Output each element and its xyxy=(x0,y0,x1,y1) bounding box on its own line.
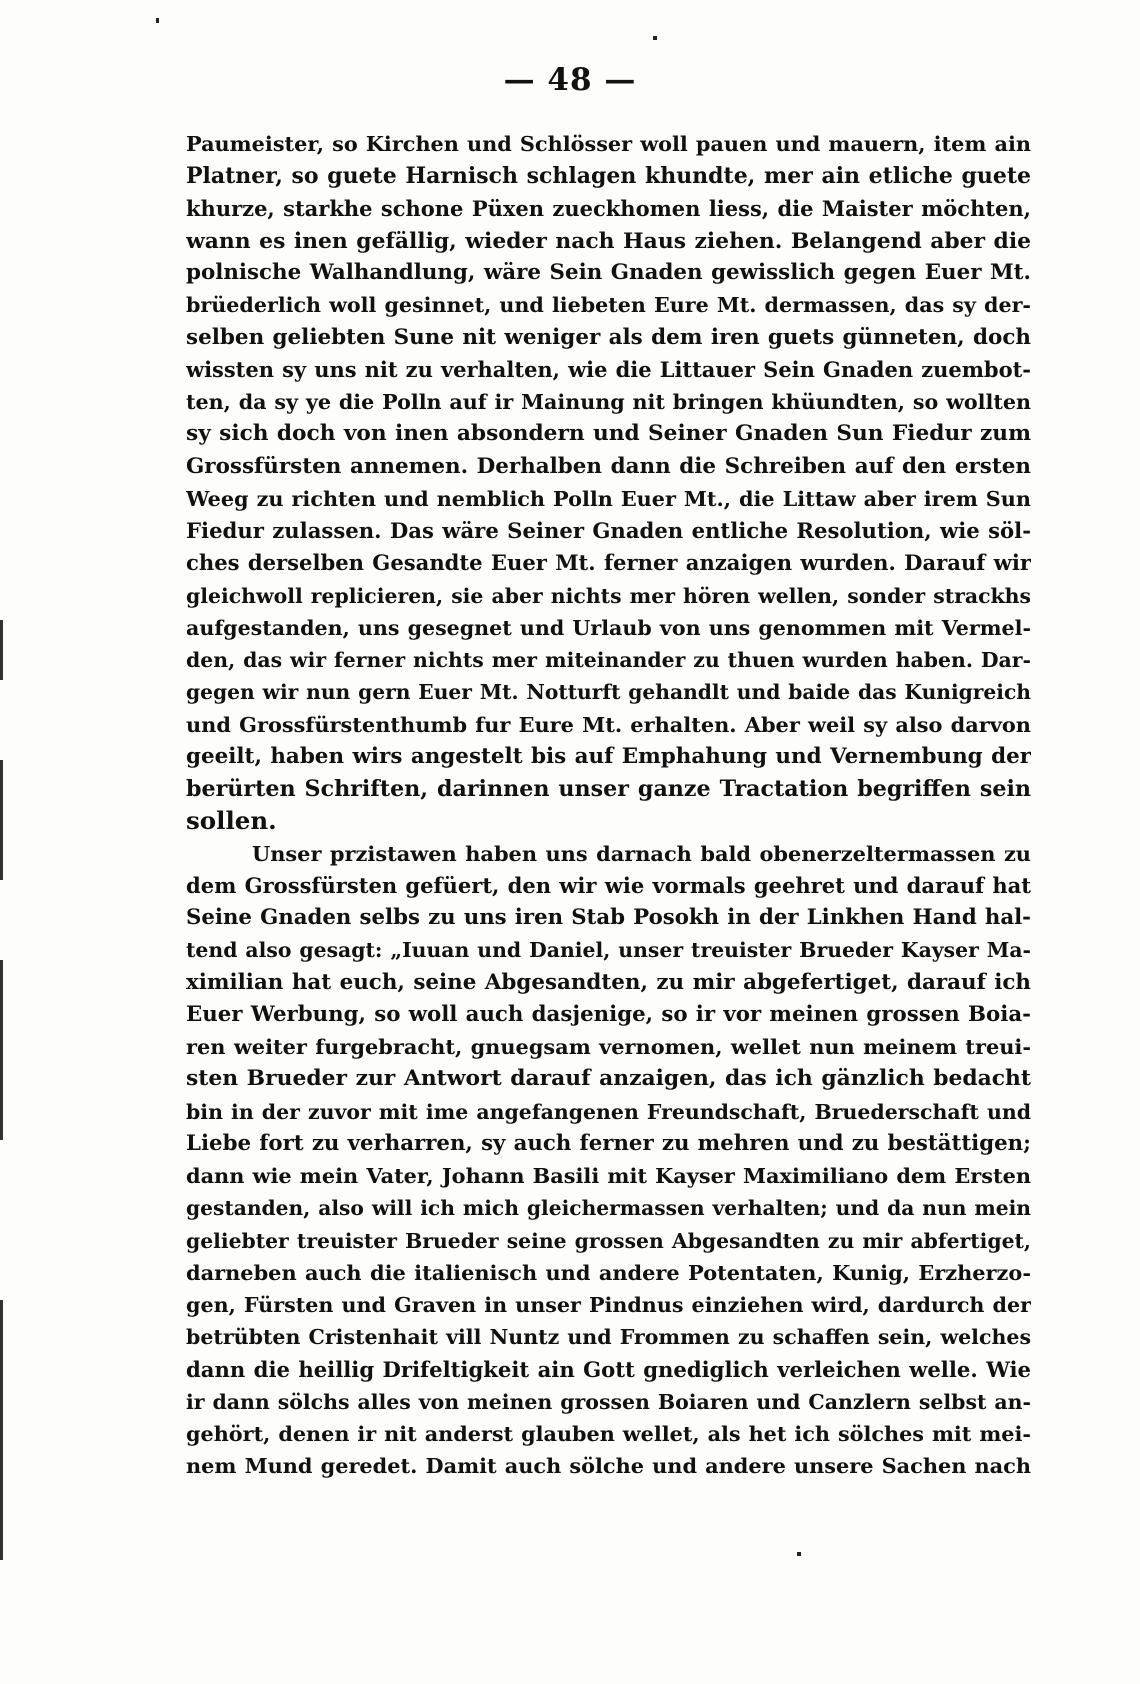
scan-speck xyxy=(653,36,657,40)
text-line: Platner, so guete Harnisch schlagen khundte, mer ain etliche guete xyxy=(186,163,1031,190)
text-line: betrübten Cristenhait vill Nuntz und Frommen zu schaffen sein, welches xyxy=(186,1325,1031,1350)
text-line: tend also gesagt: „Iuuan und Daniel, unser treuister Brueder Kayser Ma- xyxy=(186,938,1031,963)
text-line: gleichwoll replicieren, sie aber nichts mer hören wellen, sonder strackhs xyxy=(186,583,1031,608)
text-line: ximilian hat euch, seine Abgesandten, zu mir abgefertiget, darauf ich xyxy=(186,969,1031,995)
text-line: berürten Schriften, darinnen unser ganze Tractation begriffen sein xyxy=(186,776,1031,802)
scan-edge-mark xyxy=(0,620,3,680)
text-line: Seine Gnaden selbs zu uns iren Stab Posokh in der Linkhen Hand hal- xyxy=(186,905,1031,930)
text-line: Paumeister, so Kirchen und Schlösser woll pauen und mauern, item ain xyxy=(186,131,1031,156)
text-line: Fiedur zulassen. Das wäre Seiner Gnaden entliche Resolution, wie söl- xyxy=(186,518,1031,543)
text-line: ir dann sölchs alles von meinen grossen Boiaren und Canzlern selbst an- xyxy=(186,1389,1031,1414)
body-text xyxy=(186,128,1031,1483)
text-line: Weeg zu richten und nemblich Polln Euer Mt., die Littaw aber irem Sun xyxy=(186,485,1031,511)
text-line: geeilt, haben wirs angestelt bis auf Emphahung und Vernembung der xyxy=(186,743,1031,769)
text-line: sy sich doch von inen absondern und Seiner Gnaden Sun Fiedur zum xyxy=(186,421,1031,447)
scan-edge-mark xyxy=(0,960,3,1140)
text-line: wann es inen gefällig, wieder nach Haus ziehen. Belangend aber die xyxy=(186,227,1031,254)
text-line: ren weiter furgebracht, gnuegsam vernomen, wellet nun meinem treui- xyxy=(186,1034,1031,1059)
text-line: khurze, starkhe schone Püxen zueckhomen liess, die Maister möchten, xyxy=(186,195,1031,221)
text-line: sten Brueder zur Antwort darauf anzaigen, das ich gänzlich bedacht xyxy=(186,1066,1031,1092)
scan-edge-mark xyxy=(0,1300,3,1560)
scan-edge-mark xyxy=(0,760,3,880)
text-line: polnische Walhandlung, wäre Sein Gnaden gewisslich gegen Euer Mt. xyxy=(186,260,1031,285)
text-line: gegen wir nun gern Euer Mt. Notturft gehandlt und baide das Kunigreich xyxy=(186,680,1031,705)
text-line: wissten sy uns nit zu verhalten, wie die Littauer Sein Gnaden zuembot- xyxy=(186,356,1031,382)
text-line: dann wie mein Vater, Johann Basili mit Kayser Maximiliano dem Ersten xyxy=(186,1163,1031,1188)
paragraph-end-line: sollen. xyxy=(186,806,277,836)
text-line: dem Grossfürsten gefüert, den wir wie vormals geehret und darauf hat xyxy=(186,872,1031,898)
paragraph-start-line: Unser przistawen haben uns darnach bald obenerzeltermassen zu xyxy=(252,840,1031,866)
text-line: ches derselben Gesandte Euer Mt. ferner anzaigen wurden. Darauf wir xyxy=(186,550,1031,576)
text-line: darneben auch die italienisch und andere Potentaten, Kunig, Erzherzo- xyxy=(186,1259,1031,1285)
scan-speck xyxy=(156,18,159,23)
text-line: gestanden, also will ich mich gleichermassen verhalten; und da nun mein xyxy=(186,1196,1031,1221)
scan-speck xyxy=(797,1552,801,1556)
text-line: Euer Werbung, so woll auch dasjenige, so ir vor meinen grossen Boia- xyxy=(186,1001,1031,1027)
text-line: selben geliebten Sune nit weniger als dem iren guets günneten, doch xyxy=(186,324,1031,350)
text-line: bin in der zuvor mit ime angefangenen Freundschaft, Bruederschaft und xyxy=(186,1099,1031,1124)
text-line: dann die heillig Drifeltigkeit ain Gott gnediglich verleichen welle. Wie xyxy=(186,1356,1031,1382)
text-line: gen, Fürsten und Graven in unser Pindnus einziehen wird, dardurch der xyxy=(186,1293,1031,1317)
text-line: brüederlich woll gesinnet, und liebeten Eure Mt. dermassen, das sy der- xyxy=(186,293,1031,318)
text-line: ten, da sy ye die Polln auf ir Mainung nit bringen khüundten, so wollten xyxy=(186,390,1031,414)
text-line: den, das wir ferner nichts mer miteinander zu thuen wurden haben. Dar- xyxy=(186,648,1031,672)
text-line: geliebter treuister Brueder seine grossen Abgesandten zu mir abfertiget, xyxy=(186,1228,1031,1253)
text-line: gehört, denen ir nit anderst glauben wellet, als het ich sölches mit mei- xyxy=(186,1422,1031,1446)
text-line: nem Mund geredet. Damit auch sölche und andere unsere Sachen nach xyxy=(186,1453,1031,1479)
text-line: Liebe fort zu verharren, sy auch ferner zu mehren und zu bestättigen; xyxy=(186,1130,1031,1156)
text-line: aufgestanden, uns gesegnet und Urlaub von uns genommen mit Vermel- xyxy=(186,615,1031,640)
page-number: — 48 — xyxy=(503,62,637,98)
text-line: und Grossfürstenthumb fur Eure Mt. erhalten. Aber weil sy also darvon xyxy=(186,711,1031,737)
text-line: Grossfürsten annemen. Derhalben dann die Schreiben auf den ersten xyxy=(186,453,1031,479)
